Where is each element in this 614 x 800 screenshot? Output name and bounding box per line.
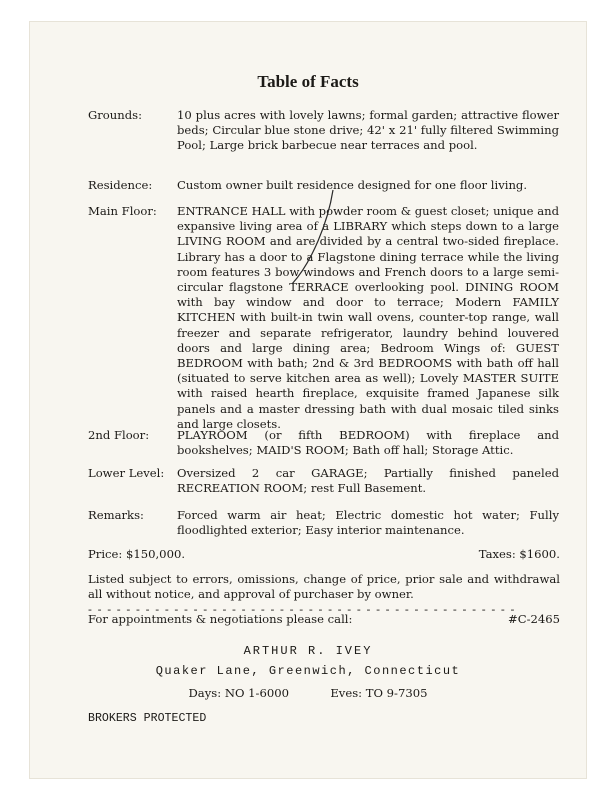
taxes: Taxes: $1600. (478, 547, 560, 561)
section-text: ENTRANCE HALL with powder room & guest closet; unique and expansive living area of a LIBRARY which steps down to a large LIVING ROOM and are divided by a central two-sided fireplace. Library has a door to a Flagstone dining terrace while the living room features 3 bow windows and French doors to a large semi-circular flagstone TERRACE overlooking pool. DINING ROOM with bay window and door to terrace; Modern FAMILY KITCHEN with built-in twin wall ovens, counter-top range, wall freezer and separate refrigerator, laundry behind louvered doors and large dining area; Bedroom Wings of: GUEST BEDROOM with bath; 2nd & 3rd BEDROOMS with bath off hall (situated to serve kitchen area as well); Lovely MASTER SUITE with raised hearth fireplace, exquisite framed Japanese silk panels and a master dressing bath with dual mosaic tiled sinks and large closets. (177, 204, 559, 431)
section-text: Custom owner built residence designed for one floor living. (177, 178, 528, 192)
section-text: 10 plus acres with lovely lawns; formal garden; attractive flower beds; Circular blue stone drive; 42' x 21' fully filtered Swimming Pool; Large brick barbecue near terraces and pool. (177, 108, 559, 153)
page-title: Table of Facts (257, 72, 359, 91)
listing-code: #C-2465 (507, 612, 560, 626)
brokers-protected: BROKERS PROTECTED (88, 712, 207, 725)
days-phone: Days: NO 1-6000 (188, 686, 289, 700)
agent-name: ARTHUR R. IVEY (243, 644, 373, 658)
phone-numbers (30, 686, 586, 700)
agent-address: Quaker Lane, Greenwich, Connecticut (155, 664, 461, 678)
section-text: Forced warm air heat; Electric domestic hot water; Fully floodlighted exterior; Easy interior maintenance. (177, 508, 559, 538)
appointments-text: For appointments & negotiations please call: (88, 612, 353, 626)
section-label: 2nd Floor: (88, 428, 150, 442)
section-label: Main Floor: (88, 204, 157, 218)
disclaimer: Listed subject to errors, omissions, change of price, prior sale and withdrawal all without notice, and approval of purchaser by owner. (88, 572, 560, 601)
divider: - - - - - - - - - - - - - - - - - - - - - - - - - - - - - - - - - - - - - - - - - - - - - (88, 602, 516, 616)
section-text: Oversized 2 car GARAGE; Partially finished paneled RECREATION ROOM; rest Full Basement. (177, 466, 559, 496)
eves-phone: Eves: TO 9-7305 (330, 686, 428, 700)
section-label: Residence: (88, 178, 153, 192)
price: Price: $150,000. (88, 547, 186, 561)
section-label: Lower Level: (88, 466, 165, 480)
fact-sheet (30, 22, 586, 778)
section-label: Grounds: (88, 108, 142, 122)
section-label: Remarks: (88, 508, 144, 522)
section-text: PLAYROOM (or fifth BEDROOM) with fireplace and bookshelves; MAID'S ROOM; Bath off hall; Storage Attic. (177, 428, 559, 458)
